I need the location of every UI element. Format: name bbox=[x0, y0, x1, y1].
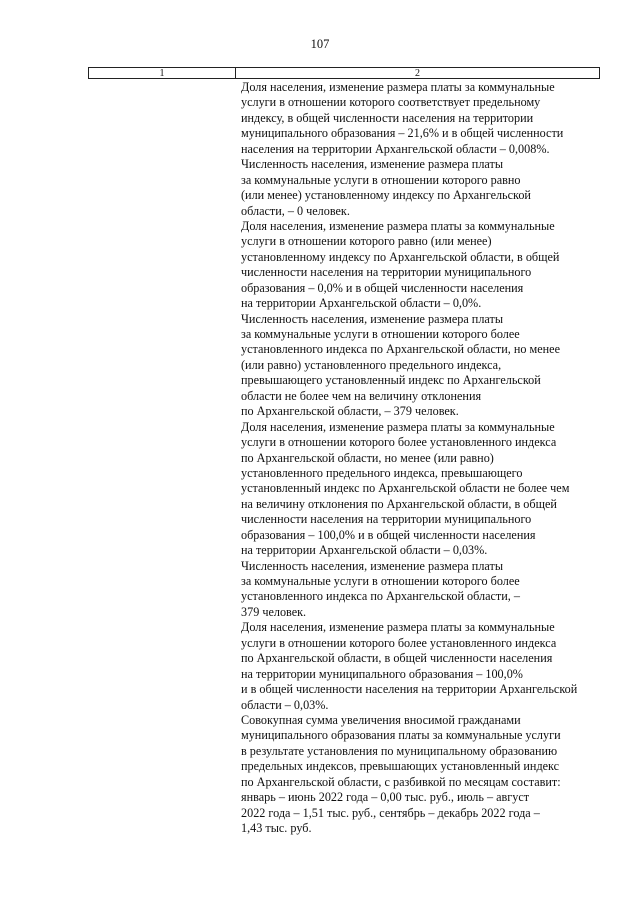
text-line: области, – 0 человек. bbox=[241, 203, 350, 218]
text-line: (или равно) установленного предельного индекса, bbox=[241, 357, 502, 372]
text-line: (или менее) установленному индексу по Архангельской bbox=[241, 188, 531, 203]
text-line: Совокупная сумма увеличения вносимой гражданами bbox=[241, 712, 521, 727]
text-line: на территории Архангельской области – 0,0%. bbox=[241, 296, 482, 311]
text-line: за коммунальные услуги в отношении которого более bbox=[241, 574, 520, 588]
table-header-col-2: 2 bbox=[415, 68, 420, 79]
text-line: установленного индекса по Архангельской области, – bbox=[241, 589, 520, 604]
text-line: численности населения на территории муниципального bbox=[241, 265, 532, 280]
text-line: по Архангельской области, в общей численности населения bbox=[241, 651, 553, 666]
table-header-col-1: 1 bbox=[89, 68, 236, 78]
text-line: Доля населения, изменение размера платы за коммунальные bbox=[241, 620, 555, 635]
text-line: Доля населения, изменение размера платы за коммунальные bbox=[241, 218, 555, 233]
text-line: Доля населения, изменение размера платы за коммунальные bbox=[241, 80, 555, 94]
text-line: на величину отклонения по Архангельской области, в общей bbox=[241, 496, 557, 511]
text-line: на территории муниципального образования – 100,0% bbox=[241, 666, 523, 681]
text-line: Численность населения, изменение размера платы bbox=[241, 311, 504, 326]
text-line: услуги в отношении которого более установленного индекса bbox=[241, 435, 557, 450]
text-line: и в общей численности населения на территории Архангельской bbox=[241, 682, 578, 697]
text-line: образования – 0,0% и в общей численности населения bbox=[241, 280, 524, 295]
text-line: Численность населения, изменение размера платы bbox=[241, 157, 504, 172]
text-line: по Архангельской области, но менее (или равно) bbox=[241, 450, 494, 465]
text-line: 1,43 тыс. руб. bbox=[241, 821, 312, 835]
text-line: индексу, в общей численности населения на территории bbox=[241, 110, 534, 125]
text-line: установленного индекса по Архангельской области, но менее bbox=[241, 342, 560, 357]
text-line: январь – июнь 2022 года – 0,00 тыс. руб., июль – август bbox=[241, 790, 530, 805]
text-line: установленного предельного индекса, превышающего bbox=[241, 465, 523, 480]
text-line: области не более чем на величину отклонения bbox=[241, 388, 482, 403]
text-line: предельных индексов, превышающих установленный индекс bbox=[241, 759, 560, 774]
text-line: по Архангельской области, – 379 человек. bbox=[241, 404, 459, 419]
text-line: 2022 года – 1,51 тыс. руб., сентябрь – декабрь 2022 года – bbox=[241, 805, 540, 820]
text-line: по Архангельской области, с разбивкой по месяцам составит: bbox=[241, 774, 561, 789]
text-line: области – 0,03%. bbox=[241, 697, 329, 712]
text-line: услуги в отношении которого равно (или менее) bbox=[241, 234, 492, 249]
text-line: на территории Архангельской области – 0,03%. bbox=[241, 543, 488, 558]
text-line: образования – 100,0% и в общей численности населения bbox=[241, 527, 536, 542]
text-line: в результате установления по муниципальному образованию bbox=[241, 743, 558, 758]
text-line: муниципального образования платы за коммунальные услуги bbox=[241, 728, 561, 743]
text-line: населения на территории Архангельской области – 0,008%. bbox=[241, 141, 550, 156]
text-line: установленному индексу по Архангельской области, в общей bbox=[241, 249, 560, 264]
text-line: установленный индекс по Архангельской области не более чем bbox=[241, 481, 570, 496]
text-line: услуги в отношении которого соответствует предельному bbox=[241, 95, 541, 110]
text-line: превышающего установленный индекс по Архангельской bbox=[241, 373, 541, 388]
page-number: 107 bbox=[310, 37, 330, 51]
text-line: численности населения на территории муниципального bbox=[241, 512, 532, 527]
text-line: муниципального образования – 21,6% и в общей численности bbox=[241, 126, 564, 141]
table-cell-text bbox=[241, 80, 603, 836]
text-line: услуги в отношении которого более установленного индекса bbox=[241, 635, 557, 650]
text-line: 379 человек. bbox=[241, 604, 307, 619]
text-line: Численность населения, изменение размера платы bbox=[241, 558, 504, 573]
text-line: Доля населения, изменение размера платы за коммунальные bbox=[241, 419, 555, 434]
table-header-row bbox=[88, 67, 600, 79]
text-line: за коммунальные услуги в отношении которого более bbox=[241, 327, 520, 341]
text-line: за коммунальные услуги в отношении которого равно bbox=[241, 172, 521, 187]
